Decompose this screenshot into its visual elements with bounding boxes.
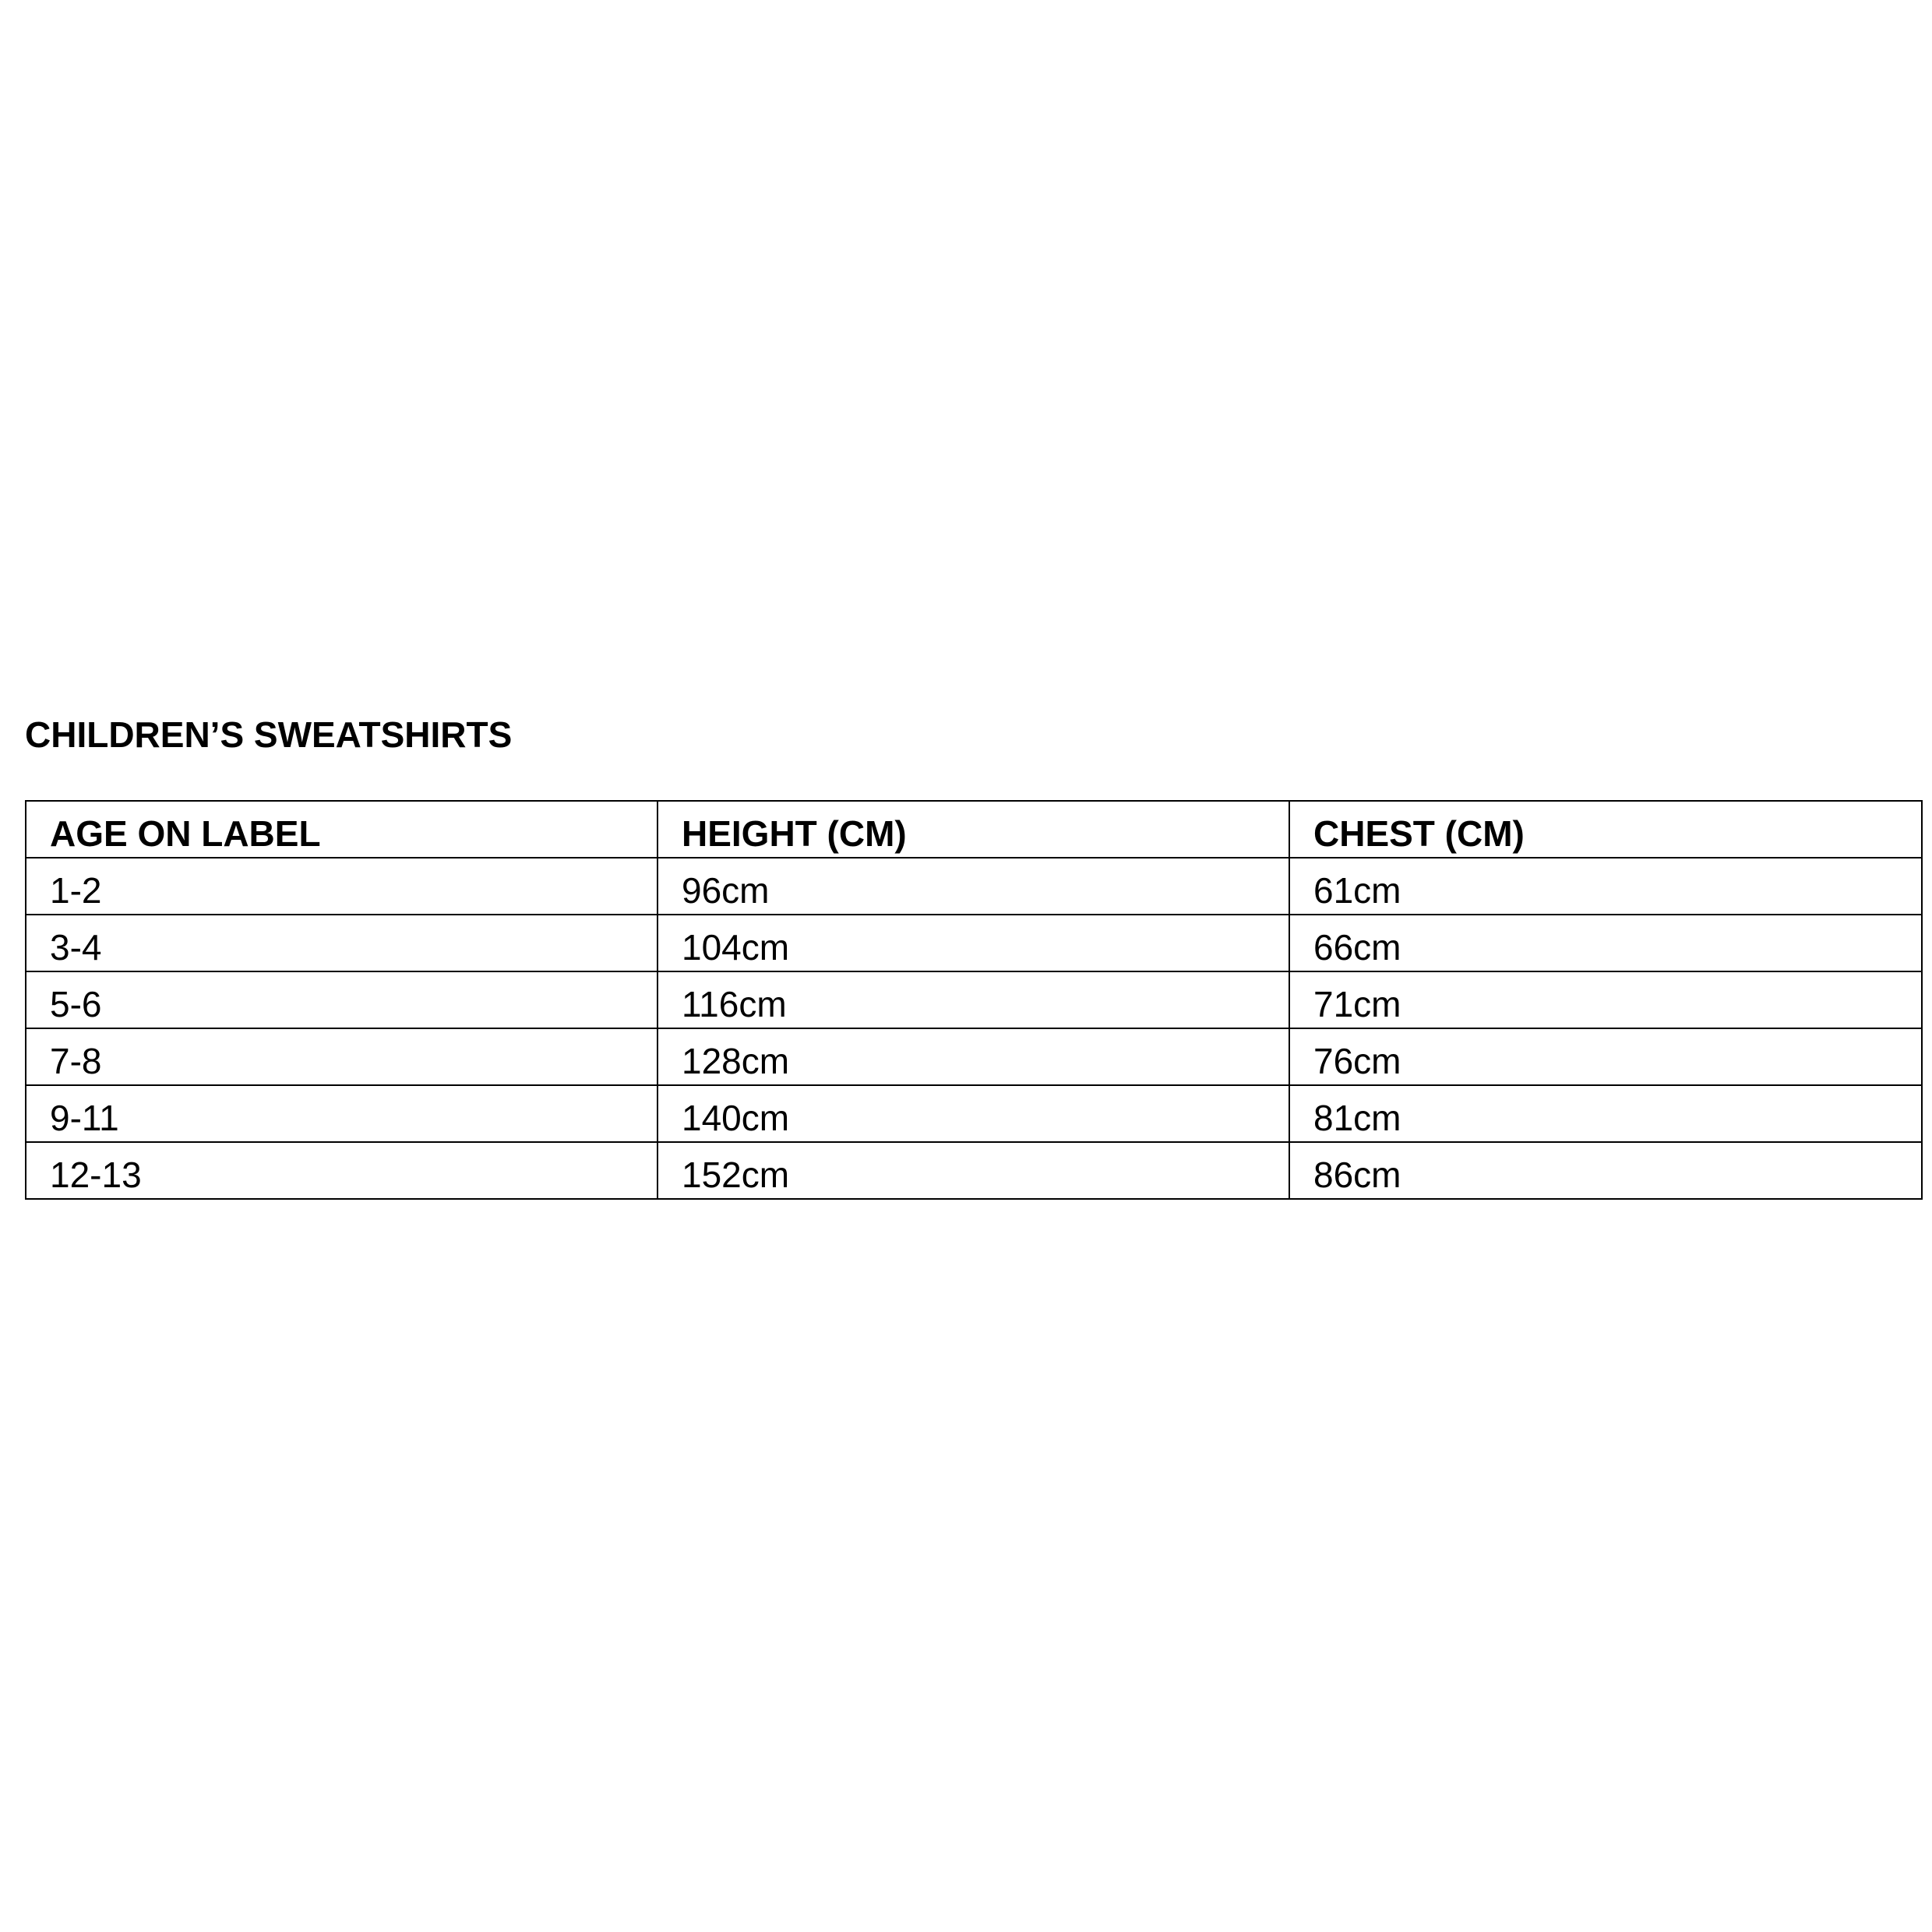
column-header-height: HEIGHT (CM) <box>658 801 1289 858</box>
table-header-row <box>26 801 1922 858</box>
page-title: CHILDREN’S SWEATSHIRTS <box>25 714 513 755</box>
cell-age: 12-13 <box>26 1142 658 1199</box>
cell-height: 152cm <box>658 1142 1289 1199</box>
cell-age: 7-8 <box>26 1028 658 1085</box>
cell-height: 140cm <box>658 1085 1289 1142</box>
cell-chest: 66cm <box>1289 915 1922 971</box>
column-header-age: AGE ON LABEL <box>26 801 658 858</box>
cell-chest: 61cm <box>1289 858 1922 915</box>
table-row <box>26 971 1922 1028</box>
cell-chest: 81cm <box>1289 1085 1922 1142</box>
cell-chest: 76cm <box>1289 1028 1922 1085</box>
table-row <box>26 1028 1922 1085</box>
cell-chest: 86cm <box>1289 1142 1922 1199</box>
cell-height: 104cm <box>658 915 1289 971</box>
cell-height: 116cm <box>658 971 1289 1028</box>
table-row <box>26 915 1922 971</box>
cell-age: 5-6 <box>26 971 658 1028</box>
size-chart-table <box>25 800 1923 1200</box>
cell-age: 1-2 <box>26 858 658 915</box>
cell-height: 96cm <box>658 858 1289 915</box>
cell-age: 3-4 <box>26 915 658 971</box>
cell-chest: 71cm <box>1289 971 1922 1028</box>
table-row <box>26 1142 1922 1199</box>
column-header-chest: CHEST (CM) <box>1289 801 1922 858</box>
table-row <box>26 1085 1922 1142</box>
cell-height: 128cm <box>658 1028 1289 1085</box>
cell-age: 9-11 <box>26 1085 658 1142</box>
table-row <box>26 858 1922 915</box>
